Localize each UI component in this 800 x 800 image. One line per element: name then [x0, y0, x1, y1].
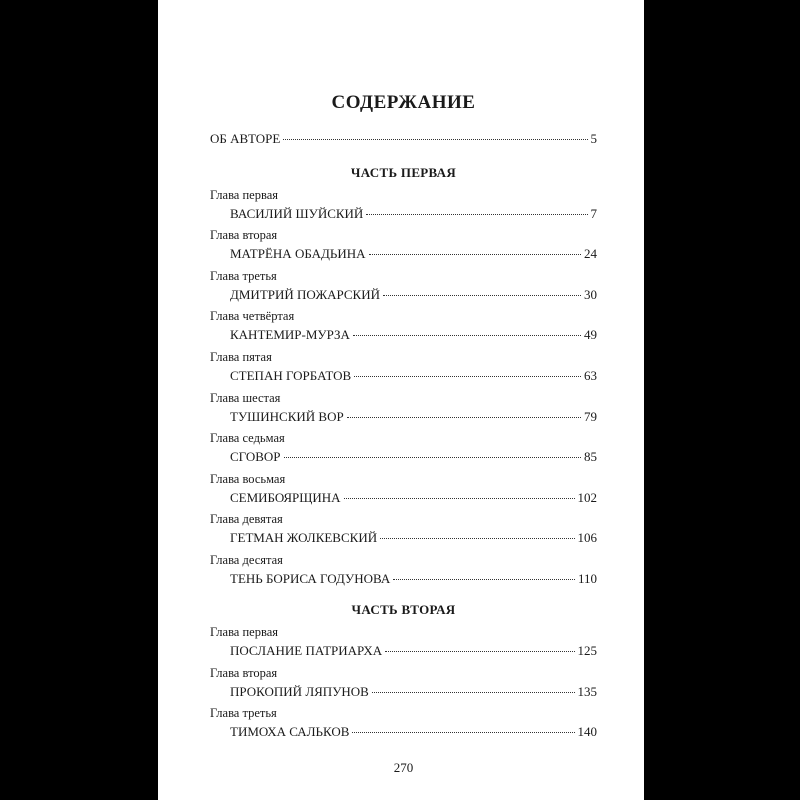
chapter-entry	[230, 643, 597, 659]
chapter-title: МАТРЁНА ОБАДЬИНА	[230, 246, 366, 261]
chapter-title: СГОВОР	[230, 449, 281, 464]
chapter-label: Глава седьмая	[210, 431, 285, 445]
chapter-label: Глава десятая	[210, 553, 283, 567]
chapter-label: Глава вторая	[210, 666, 278, 680]
chapter-label: Глава вторая	[210, 228, 278, 242]
book-page	[158, 0, 644, 800]
leader-dots	[385, 651, 574, 652]
chapter-label: Глава четвёртая	[210, 309, 295, 323]
chapter-entry	[230, 530, 597, 546]
chapter-entry	[230, 206, 597, 222]
chapter-page: 85	[584, 449, 597, 464]
chapter-page: 125	[577, 643, 597, 658]
chapter-label: Глава восьмая	[210, 472, 286, 486]
leader-dots	[369, 254, 581, 255]
chapter-page: 106	[577, 530, 597, 545]
page-title: СОДЕРЖАНИЕ	[331, 92, 476, 113]
chapter-page: 49	[584, 327, 597, 342]
chapter-entry	[230, 724, 597, 740]
part-heading-2: ЧАСТЬ ВТОРАЯ	[351, 602, 456, 617]
page-number: 270	[393, 760, 414, 775]
leader-dots	[347, 417, 581, 418]
chapter-title: КАНТЕМИР-МУРЗА	[230, 327, 350, 342]
chapter-page: 30	[584, 287, 597, 302]
chapter-page: 7	[590, 206, 597, 221]
chapter-page: 24	[584, 246, 597, 261]
chapter-title: ПОСЛАНИЕ ПАТРИАРХА	[230, 643, 383, 658]
chapter-title: ДМИТРИЙ ПОЖАРСКИЙ	[230, 287, 381, 302]
chapter-page: 63	[584, 368, 597, 383]
chapter-label: Глава шестая	[210, 391, 281, 405]
leader-dots	[383, 295, 581, 296]
chapter-page: 135	[577, 684, 597, 699]
chapter-page: 140	[577, 724, 597, 739]
chapter-entry	[230, 409, 597, 425]
leader-dots	[380, 538, 574, 539]
leader-dots	[284, 457, 581, 458]
chapter-title: ВАСИЛИЙ ШУЙСКИЙ	[230, 206, 364, 221]
toc-entry-page: 5	[590, 131, 597, 146]
chapter-title: ТИМОХА САЛЬКОВ	[230, 724, 350, 739]
leader-dots	[344, 498, 575, 499]
chapter-title: ПРОКОПИЙ ЛЯПУНОВ	[230, 684, 369, 699]
chapter-page: 110	[577, 571, 597, 586]
chapter-title: ГЕТМАН ЖОЛКЕВСКИЙ	[230, 530, 378, 545]
chapter-title: ТУШИНСКИЙ ВОР	[230, 409, 344, 424]
chapter-entry	[230, 287, 597, 303]
chapter-label: Глава первая	[210, 188, 279, 202]
chapter-label: Глава первая	[210, 625, 279, 639]
chapter-label: Глава пятая	[210, 350, 272, 364]
leader-dots	[372, 692, 575, 693]
chapter-page: 102	[577, 490, 597, 505]
chapter-title: СТЕПАН ГОРБАТОВ	[230, 368, 352, 383]
chapter-label: Глава девятая	[210, 512, 283, 526]
chapter-title: ТЕНЬ БОРИСА ГОДУНОВА	[230, 571, 391, 586]
leader-dots	[352, 732, 574, 733]
chapter-entry	[230, 449, 597, 465]
chapter-entry	[230, 368, 597, 384]
leader-dots	[283, 139, 587, 140]
chapter-page: 79	[584, 409, 597, 424]
part-heading-1: ЧАСТЬ ПЕРВАЯ	[350, 165, 457, 180]
chapter-title: СЕМИБОЯРЩИНА	[230, 490, 341, 505]
leader-dots	[393, 579, 575, 580]
chapter-entry	[230, 327, 597, 343]
toc-entry-author	[210, 131, 597, 147]
chapter-entry	[230, 571, 597, 587]
toc-entry-title: ОБ АВТОРЕ	[210, 131, 281, 146]
chapter-entry	[230, 246, 597, 262]
chapter-label: Глава третья	[210, 269, 277, 283]
leader-dots	[366, 214, 587, 215]
leader-dots	[353, 335, 581, 336]
chapter-entry	[230, 490, 597, 506]
chapter-entry	[230, 684, 597, 700]
leader-dots	[354, 376, 581, 377]
chapter-label: Глава третья	[210, 706, 277, 720]
